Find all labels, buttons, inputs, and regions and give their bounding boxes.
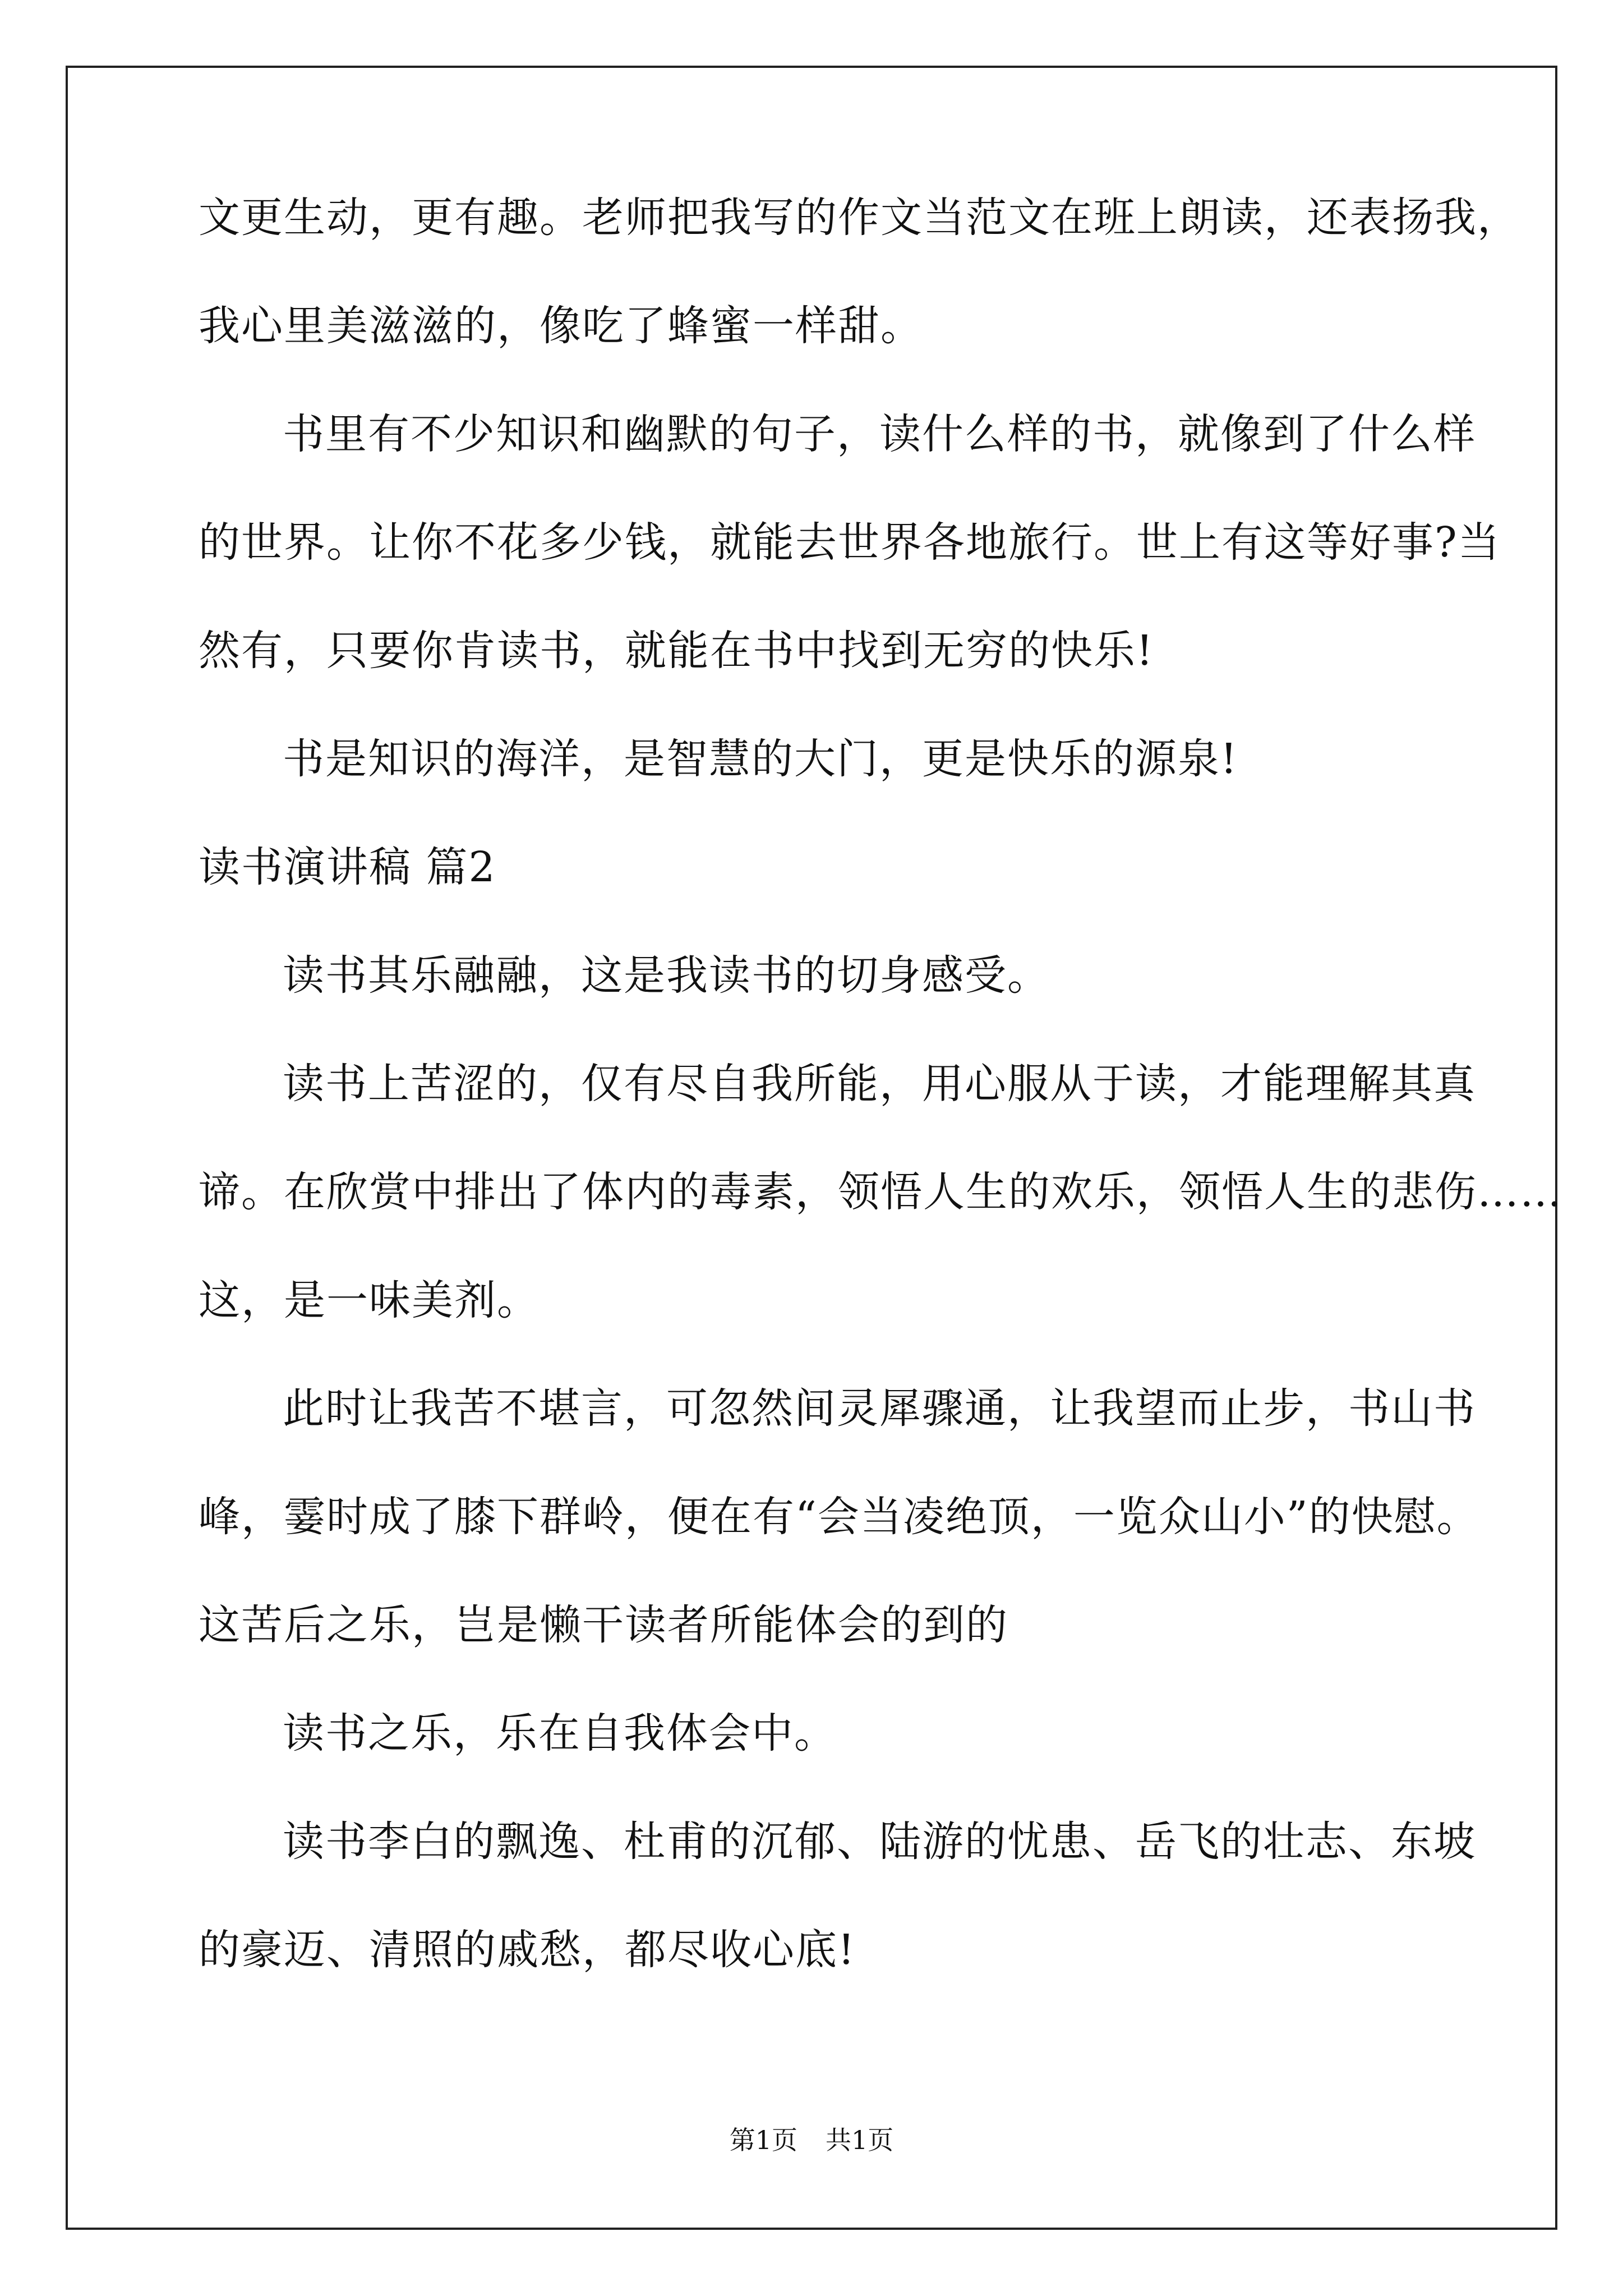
text-line-2: 我心里美滋滋的，像吃了蜂蜜一样甜。 (199, 302, 923, 350)
text-line-5: 然有，只要你肯读书，就能在书中找到无穷的快乐! (199, 627, 1154, 675)
text-line-14: 这苦后之乐，岂是懒干读者所能体会的到的 (199, 1601, 1008, 1649)
document-body (199, 191, 1562, 2031)
text-line-11: 这，是一味美剂。 (199, 1276, 540, 1324)
text-line-17: 的豪迈、清照的戚愁，都尽收心底! (199, 1926, 856, 1974)
page-number-total: 共1页 (826, 2125, 894, 2155)
text-line-15: 读书之乐，乐在自我体会中。 (283, 1709, 837, 1757)
text-line-16: 读书李白的飘逸、杜甫的沉郁、陆游的忧患、岳飞的壮志、东坡 (283, 1818, 1476, 1866)
text-line-4: 的世界。让你不花多少钱，就能去世界各地旅行。世上有这等好事?当 (199, 518, 1501, 567)
section-heading: 读书演讲稿 篇2 (199, 843, 496, 891)
text-line-13: 峰，霎时成了膝下群岭，便在有“会当凌绝顶，一览众山小”的快慰。 (199, 1493, 1479, 1541)
text-line-6: 书是知识的海洋，是智慧的大门，更是快乐的源泉! (283, 735, 1238, 783)
text-line-1: 文更生动，更有趣。老师把我写的作文当范文在班上朗读，还表扬我， (199, 194, 1520, 242)
page-number-current: 第1页 (729, 2125, 797, 2155)
text-line-3: 书里有不少知识和幽默的句子，读什么样的书，就像到了什么样 (283, 410, 1476, 458)
page-footer (0, 2123, 1623, 2157)
text-line-8: 读书其乐融融，这是我读书的切身感受。 (283, 951, 1050, 1000)
text-line-10: 谛。在欣赏中排出了体内的毒素，领悟人生的欢乐，领悟人生的悲伤…… (199, 1168, 1562, 1216)
text-line-12: 此时让我苦不堪言，可忽然间灵犀骤通，让我望而止步，书山书 (283, 1384, 1476, 1433)
text-line-9: 读书上苦涩的，仅有尽自我所能，用心服从于读，才能理解其真 (283, 1060, 1476, 1108)
